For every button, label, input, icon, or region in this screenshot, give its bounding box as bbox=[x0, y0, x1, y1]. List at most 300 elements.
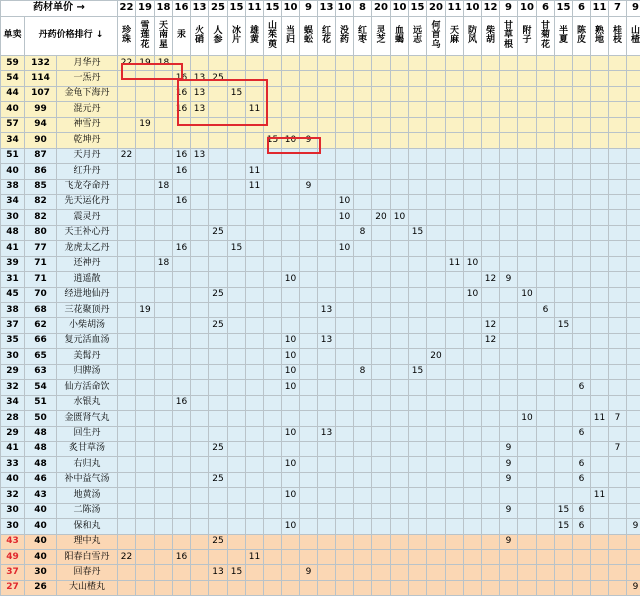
herb-cost-cell bbox=[427, 86, 446, 101]
herb-cost-cell bbox=[627, 56, 640, 71]
herb-cost-cell bbox=[300, 333, 318, 348]
herb-cost-cell bbox=[173, 426, 191, 441]
herb-cost-cell bbox=[209, 256, 228, 271]
herb-cost-cell bbox=[264, 472, 282, 487]
pill-recipe-price: 65 bbox=[25, 349, 57, 364]
herb-cost-cell bbox=[228, 580, 246, 595]
herb-cost-cell bbox=[446, 148, 464, 163]
herb-cost-cell bbox=[573, 272, 591, 287]
herb-cost-cell bbox=[446, 102, 464, 117]
herb-cost-cell bbox=[627, 179, 640, 194]
herb-cost-cell bbox=[191, 256, 209, 271]
herb-cost-cell bbox=[446, 364, 464, 379]
herb-cost-cell bbox=[191, 133, 209, 148]
herb-cost-cell bbox=[372, 380, 391, 395]
pill-sale-price: 40 bbox=[1, 472, 25, 487]
herb-cost-cell bbox=[573, 488, 591, 503]
herb-cost-cell bbox=[518, 364, 537, 379]
herb-cost-cell bbox=[264, 333, 282, 348]
pill-sale-price: 59 bbox=[1, 56, 25, 71]
herb-cost-cell bbox=[155, 333, 173, 348]
herb-cost-cell bbox=[391, 457, 409, 472]
herb-cost-cell bbox=[627, 457, 640, 472]
table-row bbox=[1, 411, 640, 426]
herb-cost-cell bbox=[300, 148, 318, 163]
herb-cost-cell bbox=[427, 241, 446, 256]
herb-cost-cell bbox=[136, 534, 155, 549]
herb-cost-cell bbox=[318, 71, 336, 86]
herb-cost-cell: 10 bbox=[464, 256, 482, 271]
herb-cost-cell bbox=[354, 164, 372, 179]
herb-cost-cell bbox=[173, 457, 191, 472]
herb-cost-cell: 10 bbox=[282, 133, 300, 148]
herb-cost-cell bbox=[264, 534, 282, 549]
pill-sale-price: 45 bbox=[1, 287, 25, 302]
herb-name-2: 天南星 bbox=[155, 17, 173, 56]
herb-cost-cell: 15 bbox=[555, 519, 573, 534]
herb-cost-cell: 10 bbox=[282, 426, 300, 441]
herb-cost-cell bbox=[136, 364, 155, 379]
pill-name: 天月丹 bbox=[57, 148, 118, 163]
table-row bbox=[1, 179, 640, 194]
pill-name: 补中益气汤 bbox=[57, 472, 118, 487]
herb-cost-cell bbox=[300, 395, 318, 410]
herb-name-20: 柴胡 bbox=[482, 17, 500, 56]
herb-cost-cell bbox=[537, 441, 555, 456]
herb-cost-cell bbox=[446, 333, 464, 348]
herb-cost-cell bbox=[118, 102, 136, 117]
pill-name: 三花聚顶丹 bbox=[57, 303, 118, 318]
herb-cost-cell bbox=[191, 426, 209, 441]
herb-cost-cell bbox=[591, 457, 609, 472]
herb-cost-cell bbox=[518, 164, 537, 179]
pill-recipe-price: 107 bbox=[25, 86, 57, 101]
herb-cost-cell bbox=[500, 488, 518, 503]
pill-sale-price: 38 bbox=[1, 179, 25, 194]
herb-cost-cell bbox=[555, 194, 573, 209]
herb-cost-cell bbox=[246, 256, 264, 271]
herb-cost-cell bbox=[391, 225, 409, 240]
herb-cost-cell bbox=[282, 411, 300, 426]
herb-cost-cell bbox=[336, 179, 354, 194]
herb-cost-cell bbox=[537, 488, 555, 503]
herb-cost-cell bbox=[627, 472, 640, 487]
herb-cost-cell bbox=[446, 210, 464, 225]
herb-name-22: 附子 bbox=[518, 17, 537, 56]
herb-cost-cell bbox=[391, 349, 409, 364]
herb-cost-cell bbox=[264, 519, 282, 534]
herb-cost-cell bbox=[155, 426, 173, 441]
herb-cost-cell bbox=[209, 395, 228, 410]
herb-cost-cell bbox=[518, 86, 537, 101]
pill-sale-price: 37 bbox=[1, 565, 25, 580]
herb-cost-cell bbox=[118, 225, 136, 240]
herb-cost-cell bbox=[191, 241, 209, 256]
herb-cost-cell bbox=[155, 102, 173, 117]
herb-cost-cell bbox=[500, 210, 518, 225]
herb-cost-cell bbox=[318, 411, 336, 426]
pill-recipe-price: 26 bbox=[25, 580, 57, 595]
herb-cost-cell bbox=[118, 426, 136, 441]
herb-cost-cell bbox=[372, 488, 391, 503]
herb-cost-cell: 10 bbox=[336, 210, 354, 225]
herb-cost-cell: 9 bbox=[500, 272, 518, 287]
herb-cost-cell bbox=[500, 287, 518, 302]
herb-cost-cell bbox=[555, 86, 573, 101]
herb-cost-cell: 13 bbox=[191, 71, 209, 86]
pill-sale-price: 41 bbox=[1, 441, 25, 456]
herb-cost-cell: 7 bbox=[609, 441, 627, 456]
herb-cost-cell bbox=[446, 395, 464, 410]
herb-cost-cell bbox=[555, 148, 573, 163]
table-row bbox=[1, 194, 640, 209]
table-row bbox=[1, 550, 640, 565]
pill-sale-price: 34 bbox=[1, 133, 25, 148]
herb-cost-cell bbox=[609, 194, 627, 209]
pill-name: 红升丹 bbox=[57, 164, 118, 179]
herb-cost-cell bbox=[300, 117, 318, 132]
herb-cost-cell bbox=[191, 225, 209, 240]
herb-cost-cell bbox=[427, 411, 446, 426]
herb-price-21: 9 bbox=[500, 1, 518, 17]
herb-cost-cell bbox=[427, 179, 446, 194]
herb-cost-cell bbox=[246, 426, 264, 441]
herb-cost-cell bbox=[482, 194, 500, 209]
herb-cost-cell bbox=[136, 395, 155, 410]
herb-cost-cell bbox=[627, 241, 640, 256]
herb-cost-cell bbox=[246, 488, 264, 503]
table-row bbox=[1, 457, 640, 472]
herb-cost-cell bbox=[300, 86, 318, 101]
pill-sale-price: 40 bbox=[1, 102, 25, 117]
herb-cost-cell bbox=[500, 318, 518, 333]
herb-cost-cell bbox=[482, 56, 500, 71]
herb-cost-cell bbox=[627, 210, 640, 225]
herb-cost-cell bbox=[209, 148, 228, 163]
herb-cost-cell bbox=[409, 457, 427, 472]
herb-name-21: 甘草根 bbox=[500, 17, 518, 56]
herb-cost-cell bbox=[482, 102, 500, 117]
herb-cost-cell bbox=[118, 210, 136, 225]
herb-cost-cell bbox=[155, 86, 173, 101]
herb-cost-cell bbox=[209, 133, 228, 148]
herb-cost-cell bbox=[627, 272, 640, 287]
herb-cost-cell: 13 bbox=[318, 426, 336, 441]
herb-cost-cell bbox=[318, 441, 336, 456]
herb-cost-cell: 10 bbox=[518, 411, 537, 426]
herb-cost-cell bbox=[573, 71, 591, 86]
herb-cost-cell bbox=[372, 333, 391, 348]
herb-cost-cell bbox=[482, 364, 500, 379]
herb-cost-cell bbox=[555, 364, 573, 379]
herb-cost-cell bbox=[591, 272, 609, 287]
herb-cost-cell bbox=[372, 472, 391, 487]
herb-cost-cell: 12 bbox=[482, 318, 500, 333]
herb-cost-cell bbox=[464, 457, 482, 472]
table-row bbox=[1, 210, 640, 225]
herb-cost-cell bbox=[372, 56, 391, 71]
herb-cost-cell bbox=[482, 210, 500, 225]
herb-cost-cell bbox=[336, 225, 354, 240]
herb-cost-cell bbox=[446, 318, 464, 333]
herb-cost-cell bbox=[354, 457, 372, 472]
pill-name: 一炁丹 bbox=[57, 71, 118, 86]
herb-cost-cell bbox=[118, 256, 136, 271]
herb-cost-cell bbox=[573, 56, 591, 71]
herb-cost-cell bbox=[591, 426, 609, 441]
herb-name-24: 半夏 bbox=[555, 17, 573, 56]
herb-cost-cell bbox=[354, 179, 372, 194]
herb-cost-cell bbox=[446, 503, 464, 518]
herb-cost-cell: 9 bbox=[500, 441, 518, 456]
herb-cost-cell bbox=[427, 364, 446, 379]
herb-cost-cell bbox=[372, 519, 391, 534]
herb-cost-cell bbox=[427, 395, 446, 410]
pill-name: 水银丸 bbox=[57, 395, 118, 410]
herb-cost-cell bbox=[518, 395, 537, 410]
herb-cost-cell bbox=[155, 380, 173, 395]
herb-cost-cell bbox=[518, 256, 537, 271]
herb-cost-cell bbox=[537, 457, 555, 472]
herb-cost-cell bbox=[191, 472, 209, 487]
herb-cost-cell bbox=[264, 71, 282, 86]
herb-cost-cell bbox=[228, 225, 246, 240]
herb-cost-cell bbox=[136, 133, 155, 148]
herb-cost-cell bbox=[518, 241, 537, 256]
pill-sale-price: 51 bbox=[1, 148, 25, 163]
pill-sale-price: 30 bbox=[1, 349, 25, 364]
herb-cost-cell bbox=[118, 194, 136, 209]
herb-cost-cell bbox=[555, 426, 573, 441]
herb-cost-cell bbox=[591, 241, 609, 256]
herb-cost-cell bbox=[427, 457, 446, 472]
herb-cost-cell bbox=[246, 117, 264, 132]
herb-cost-cell bbox=[555, 333, 573, 348]
herb-cost-cell bbox=[118, 457, 136, 472]
herb-cost-cell bbox=[209, 380, 228, 395]
pill-sale-price: 40 bbox=[1, 164, 25, 179]
herb-cost-cell bbox=[300, 488, 318, 503]
herb-cost-cell bbox=[264, 411, 282, 426]
herb-cost-cell bbox=[191, 457, 209, 472]
herb-cost-cell bbox=[264, 164, 282, 179]
herb-cost-cell bbox=[264, 441, 282, 456]
herb-cost-cell bbox=[354, 272, 372, 287]
pill-sale-price: 48 bbox=[1, 225, 25, 240]
herb-cost-cell bbox=[372, 225, 391, 240]
herb-cost-cell: 8 bbox=[354, 364, 372, 379]
herb-cost-cell bbox=[409, 164, 427, 179]
table-row bbox=[1, 287, 640, 302]
herb-cost-cell bbox=[518, 71, 537, 86]
herb-price-9: 10 bbox=[282, 1, 300, 17]
herb-cost-cell bbox=[591, 333, 609, 348]
herb-cost-cell bbox=[209, 580, 228, 595]
herb-cost-cell bbox=[409, 503, 427, 518]
table-row bbox=[1, 488, 640, 503]
herb-cost-cell bbox=[537, 133, 555, 148]
table-row bbox=[1, 395, 640, 410]
herb-cost-cell: 16 bbox=[173, 194, 191, 209]
herb-cost-cell bbox=[609, 318, 627, 333]
pill-recipe-price: 40 bbox=[25, 534, 57, 549]
herb-cost-cell bbox=[391, 488, 409, 503]
herb-cost-cell bbox=[209, 194, 228, 209]
herb-cost-cell bbox=[264, 256, 282, 271]
herb-cost-cell: 10 bbox=[282, 272, 300, 287]
herb-cost-cell bbox=[500, 256, 518, 271]
herb-cost-cell bbox=[228, 179, 246, 194]
herb-cost-cell bbox=[482, 179, 500, 194]
herb-cost-cell bbox=[282, 503, 300, 518]
pill-recipe-price: 48 bbox=[25, 457, 57, 472]
herb-cost-cell bbox=[391, 117, 409, 132]
herb-cost-cell bbox=[627, 86, 640, 101]
herb-cost-cell bbox=[372, 148, 391, 163]
herb-cost-cell bbox=[518, 102, 537, 117]
herb-cost-cell bbox=[537, 580, 555, 595]
herb-cost-cell bbox=[482, 86, 500, 101]
herb-cost-cell bbox=[627, 303, 640, 318]
herb-cost-cell bbox=[427, 472, 446, 487]
herb-cost-cell bbox=[446, 534, 464, 549]
herb-cost-cell bbox=[409, 71, 427, 86]
herb-cost-cell bbox=[609, 364, 627, 379]
herb-cost-cell bbox=[555, 287, 573, 302]
herb-cost-cell bbox=[446, 349, 464, 364]
herb-cost-cell bbox=[391, 56, 409, 71]
herb-cost-cell bbox=[409, 395, 427, 410]
herb-cost-cell bbox=[464, 303, 482, 318]
herb-cost-cell bbox=[264, 580, 282, 595]
herb-cost-cell bbox=[518, 148, 537, 163]
herb-cost-cell bbox=[482, 225, 500, 240]
herb-cost-cell bbox=[591, 148, 609, 163]
herb-cost-cell bbox=[537, 395, 555, 410]
pill-sale-price: 35 bbox=[1, 333, 25, 348]
herb-cost-cell bbox=[409, 333, 427, 348]
herb-cost-cell bbox=[537, 241, 555, 256]
herb-cost-cell bbox=[264, 210, 282, 225]
herb-cost-cell bbox=[391, 194, 409, 209]
herb-cost-cell: 22 bbox=[118, 56, 136, 71]
pill-name: 神雪丹 bbox=[57, 117, 118, 132]
table-row bbox=[1, 441, 640, 456]
herb-cost-cell bbox=[537, 426, 555, 441]
herb-cost-cell bbox=[482, 534, 500, 549]
herb-cost-cell bbox=[446, 56, 464, 71]
herb-cost-cell bbox=[500, 179, 518, 194]
pill-name: 炙甘草汤 bbox=[57, 441, 118, 456]
herb-cost-cell bbox=[282, 102, 300, 117]
herb-cost-cell bbox=[555, 117, 573, 132]
herb-cost-cell: 13 bbox=[191, 102, 209, 117]
herb-cost-cell bbox=[482, 488, 500, 503]
herb-cost-cell bbox=[500, 565, 518, 580]
herb-cost-cell bbox=[228, 71, 246, 86]
herb-cost-cell bbox=[609, 86, 627, 101]
herb-cost-cell bbox=[372, 256, 391, 271]
herb-cost-cell bbox=[209, 56, 228, 71]
pill-recipe-price: 114 bbox=[25, 71, 57, 86]
pill-sale-price: 30 bbox=[1, 503, 25, 518]
herb-cost-cell: 18 bbox=[155, 56, 173, 71]
herb-cost-cell bbox=[264, 86, 282, 101]
herb-cost-cell bbox=[354, 472, 372, 487]
herb-price-17: 20 bbox=[427, 1, 446, 17]
herb-cost-cell bbox=[464, 117, 482, 132]
herb-cost-cell: 20 bbox=[372, 210, 391, 225]
herb-cost-cell bbox=[555, 256, 573, 271]
herb-cost-cell bbox=[409, 565, 427, 580]
herb-cost-cell bbox=[518, 117, 537, 132]
herb-cost-cell bbox=[228, 380, 246, 395]
herb-cost-cell bbox=[173, 503, 191, 518]
herb-cost-cell bbox=[228, 534, 246, 549]
herb-cost-cell bbox=[173, 333, 191, 348]
herb-cost-cell bbox=[537, 411, 555, 426]
herb-cost-cell bbox=[555, 488, 573, 503]
herb-cost-cell bbox=[609, 519, 627, 534]
herb-cost-cell bbox=[518, 519, 537, 534]
herb-cost-cell bbox=[246, 71, 264, 86]
herb-cost-cell bbox=[173, 210, 191, 225]
herb-cost-cell bbox=[591, 364, 609, 379]
herb-cost-cell bbox=[555, 395, 573, 410]
herb-cost-cell: 16 bbox=[173, 241, 191, 256]
herb-cost-cell: 15 bbox=[228, 86, 246, 101]
herb-name-8: 山茱萸 bbox=[264, 17, 282, 56]
herb-cost-cell bbox=[354, 256, 372, 271]
herb-cost-cell bbox=[537, 349, 555, 364]
herb-cost-cell bbox=[537, 287, 555, 302]
herb-cost-cell bbox=[228, 164, 246, 179]
herb-cost-cell bbox=[336, 256, 354, 271]
herb-cost-cell bbox=[500, 56, 518, 71]
herb-cost-cell: 9 bbox=[500, 534, 518, 549]
herb-cost-cell bbox=[118, 303, 136, 318]
herb-cost-cell bbox=[518, 56, 537, 71]
herb-cost-cell bbox=[354, 56, 372, 71]
pill-name: 归脾汤 bbox=[57, 364, 118, 379]
herb-cost-cell bbox=[609, 580, 627, 595]
herb-cost-cell bbox=[537, 519, 555, 534]
herb-price-3: 16 bbox=[173, 1, 191, 17]
herb-cost-cell bbox=[391, 395, 409, 410]
herb-cost-cell bbox=[482, 457, 500, 472]
herb-cost-cell bbox=[264, 395, 282, 410]
herb-cost-cell bbox=[173, 303, 191, 318]
herb-cost-cell bbox=[246, 333, 264, 348]
herb-cost-cell bbox=[228, 333, 246, 348]
herb-cost-cell bbox=[537, 534, 555, 549]
herb-cost-cell bbox=[246, 395, 264, 410]
herb-cost-cell bbox=[537, 164, 555, 179]
herb-cost-cell bbox=[118, 534, 136, 549]
herb-price-19: 10 bbox=[464, 1, 482, 17]
herb-cost-cell bbox=[264, 272, 282, 287]
pill-recipe-price: 30 bbox=[25, 565, 57, 580]
herb-cost-cell bbox=[264, 349, 282, 364]
herb-cost-cell bbox=[609, 71, 627, 86]
herb-cost-cell bbox=[155, 287, 173, 302]
herb-cost-cell bbox=[500, 86, 518, 101]
herb-cost-cell bbox=[300, 56, 318, 71]
herb-cost-cell: 6 bbox=[573, 472, 591, 487]
herb-cost-cell bbox=[446, 426, 464, 441]
herb-cost-cell bbox=[191, 519, 209, 534]
herb-cost-cell bbox=[482, 164, 500, 179]
